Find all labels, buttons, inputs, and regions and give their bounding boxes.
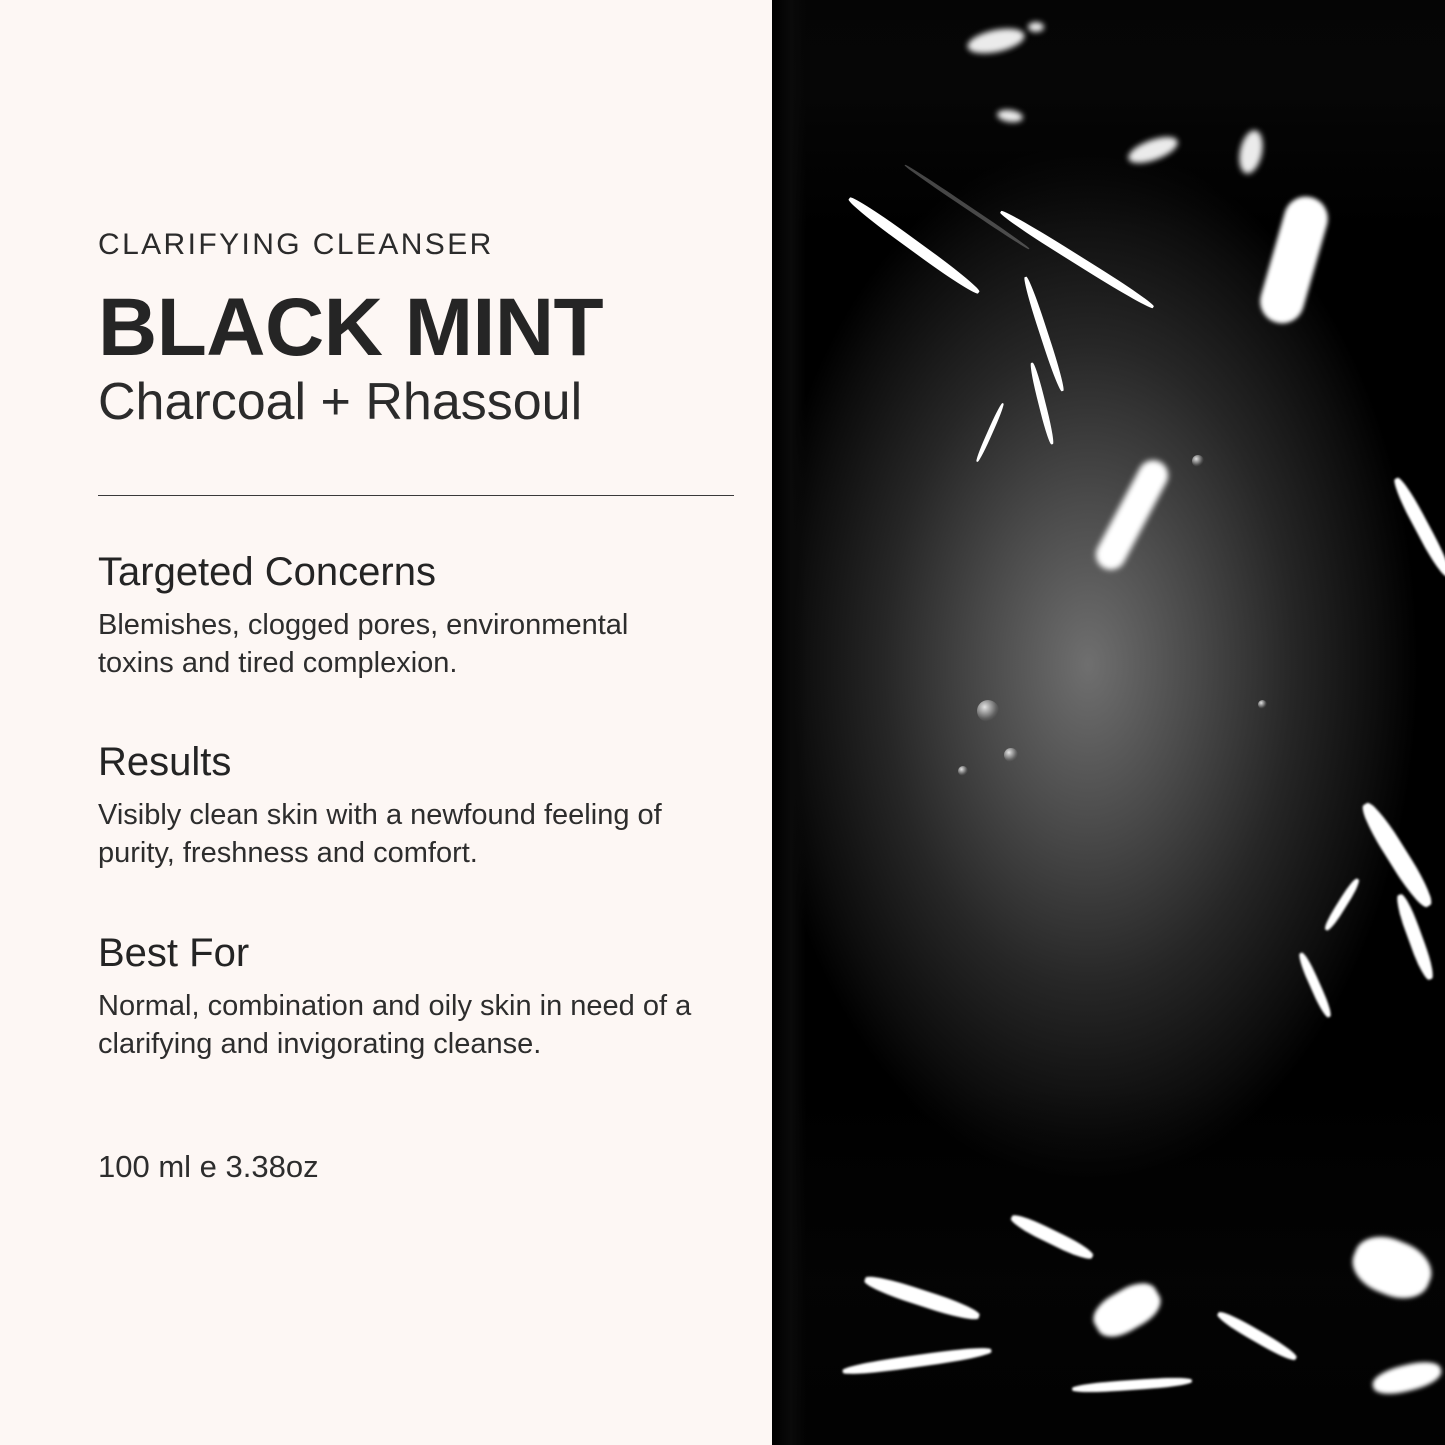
section-results <box>98 738 712 873</box>
gel-bubble <box>977 700 999 722</box>
section-body-best-for: Normal, combination and oily skin in need of a clarifying and invigorating cleanse. <box>98 989 692 1061</box>
section-best-for <box>98 929 712 1064</box>
product-category-label: CLARIFYING CLEANSER <box>98 228 494 261</box>
highlight-speck <box>1028 22 1044 32</box>
section-title-targeted-concerns: Targeted Concerns <box>98 549 436 594</box>
section-targeted-concerns <box>98 548 712 683</box>
gel-bubble <box>1004 748 1018 762</box>
section-title-best-for: Best For <box>98 930 250 975</box>
section-divider <box>98 495 734 496</box>
section-title-results: Results <box>98 740 232 785</box>
gel-bubble <box>1192 455 1204 467</box>
product-volume: 100 ml e 3.38oz <box>98 1149 319 1185</box>
gel-bubble <box>958 766 968 776</box>
image-left-edge-shadow <box>772 0 806 1445</box>
section-body-targeted-concerns: Blemishes, clogged pores, environmental toxins and tired complexion. <box>98 608 629 679</box>
product-texture-image <box>772 0 1445 1445</box>
image-top-shadow <box>772 0 1445 230</box>
section-body-results: Visibly clean skin with a newfound feeling of purity, freshness and comfort. <box>98 799 662 870</box>
product-title: BLACK MINT <box>98 282 604 373</box>
product-subtitle: Charcoal + Rhassoul <box>98 372 583 431</box>
gel-bubble <box>1258 700 1267 709</box>
